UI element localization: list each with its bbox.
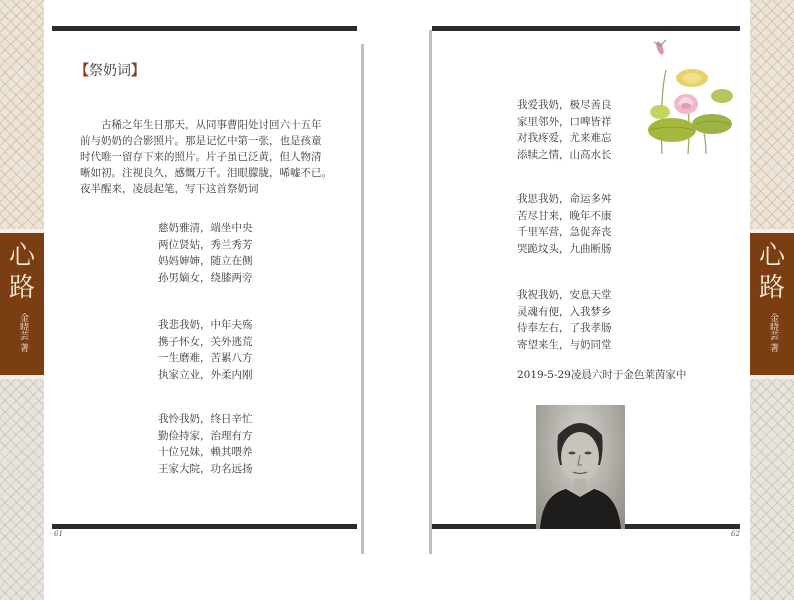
poem-line: 家里邻外，口啤皆祥 [517, 115, 612, 128]
title-bracket-close: 】 [131, 63, 145, 79]
intro-line: 古稀之年生日那天，从同事曹阳处讨回六十五年 [101, 119, 322, 131]
poem-line: 灵魂有便，入我梦乡 [517, 305, 612, 318]
bottom-bar-left [52, 524, 357, 529]
lotus-illustration [640, 34, 736, 158]
left-side-tab [0, 229, 44, 379]
tab-char-2: 路 [758, 273, 785, 303]
title-bracket-open: 【 [75, 63, 89, 79]
poem-line: 执家立业，外柔内刚 [158, 368, 253, 381]
tab-author: 金晓芸 著 [18, 313, 28, 352]
title-text: 祭奶词 [89, 63, 131, 79]
portrait-figure [536, 405, 625, 529]
poem-line: 我爱我奶，极尽善良 [517, 99, 612, 111]
top-bar-left [52, 26, 357, 31]
page-number-left: 61 [54, 530, 63, 538]
poem-line: 侍奉左右，了我孝肠 [517, 322, 612, 334]
poem-stanza [158, 411, 253, 477]
poem-stanza [517, 191, 612, 257]
poem-stanza [158, 220, 253, 286]
poem-line: 两位贤姑，秀兰秀芳 [158, 238, 253, 251]
poem-line: 携子怀女，关外逃荒 [158, 335, 253, 348]
poem-line: 添犊之情，山高水长 [517, 148, 612, 161]
intro-line: 晰如初。注视良久，感慨万千。泪眼朦胧，唏嘘不已。 [80, 167, 332, 179]
intro-paragraph [80, 117, 342, 197]
tab-char-1: 心 [758, 241, 785, 271]
tab-author: 金晓芸 著 [768, 313, 778, 352]
poem-line: 一生磨难，苦累八方 [158, 352, 253, 364]
gutter-rule-right [429, 30, 432, 554]
poem-stanza [158, 317, 253, 383]
poem-stanza [517, 97, 612, 163]
poem-stanza [517, 287, 612, 353]
poem-line: 我怜我奶，终日辛忙 [158, 413, 253, 425]
poem-line: 苦尽甘来，晚年不康 [517, 209, 612, 222]
poem-line: 我祝我奶，安息天堂 [517, 289, 612, 301]
page-title [75, 60, 145, 80]
page-number-right: 62 [731, 530, 740, 538]
tab-char-2: 路 [8, 273, 35, 303]
poem-line: 哭跪坟头，九曲断肠 [517, 242, 612, 255]
poem-line: 慈奶雅清，端坐中央 [158, 222, 253, 234]
top-bar-right [432, 26, 740, 31]
poem-line: 王家大院，功名远扬 [158, 462, 253, 475]
intro-line: 夜半醒来，凌晨起笔，写下这首祭奶词 [80, 183, 259, 195]
poem-line: 妈妈婶婶，随立在侧 [158, 255, 253, 267]
poem-line: 我思我奶，命运多舛 [517, 193, 612, 205]
poem-line: 对我疼爱，尤来难忘 [517, 132, 612, 144]
right-side-tab [750, 229, 794, 379]
gutter-rule-left [361, 44, 364, 554]
date-signature: 2019-5-29凌晨六时于金色莱茵家中 [517, 369, 687, 381]
intro-line: 时代唯一留存下来的照片。片子虽已泛黄，但人物清 [80, 151, 322, 163]
poem-line: 我悲我奶，中年夫殇 [158, 319, 253, 331]
poem-line: 寄望来生，与奶同堂 [517, 338, 612, 351]
poem-line: 十位兄妹，赖其喂养 [158, 446, 253, 458]
intro-line: 前与奶奶的合影照片。那是记忆中第一张，也是孩童 [80, 135, 322, 147]
poem-line: 千里军营，急促奔丧 [517, 226, 612, 238]
poem-line: 勤俭持家，治理有方 [158, 429, 253, 442]
poem-line: 孙男嫡女，绕膝两旁 [158, 271, 253, 284]
tab-char-1: 心 [8, 241, 35, 271]
portrait-photo [536, 405, 625, 529]
